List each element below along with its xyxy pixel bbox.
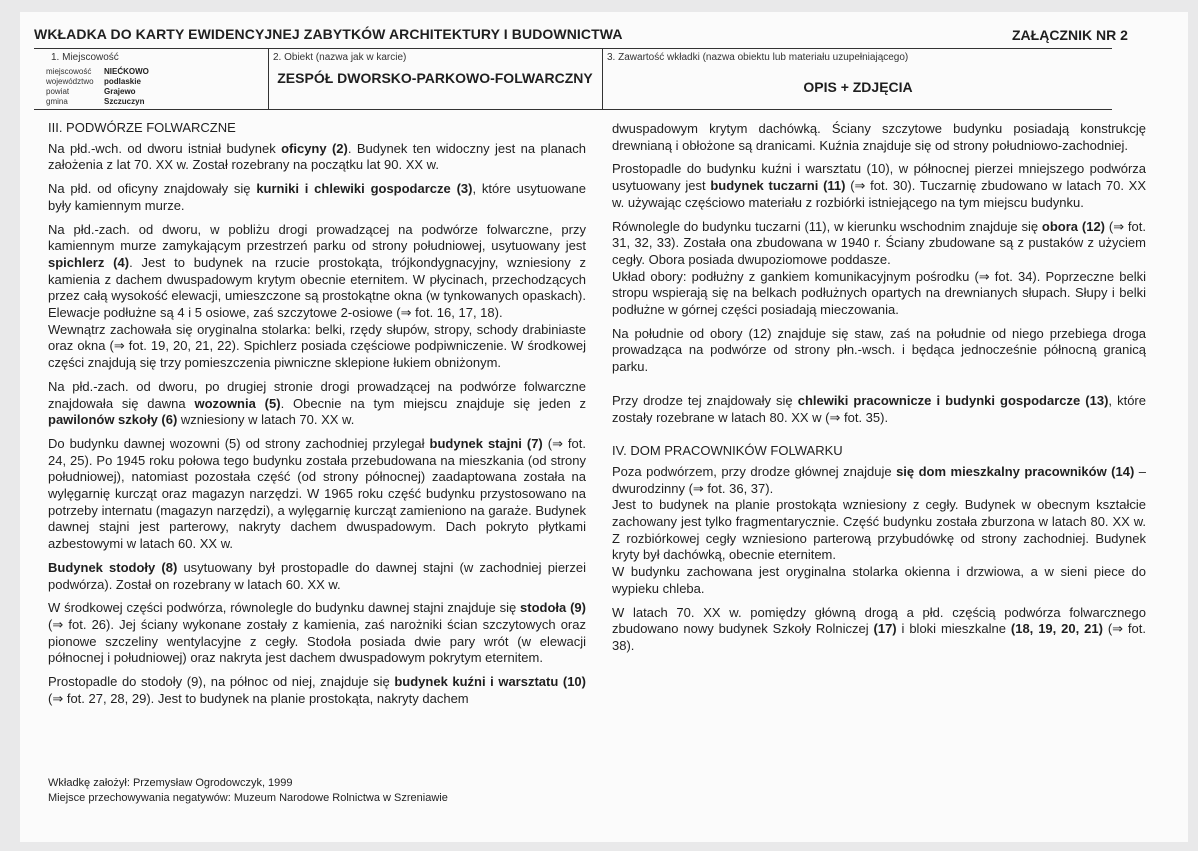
author-line: Wkładkę założył: Przemysław Ogrodowczyk, 1999 (48, 777, 293, 789)
paragraph: Na płd.-zach. od dworu, po drugiej stronie drogi prowadzącej na podwórze folwarczne znajdowała się dawna wozownia (5). Obecnie na tym miejscu znajduje się jeden z pawilonów szkoły (6) wzniesiony w latach 70. XX w. (48, 378, 587, 428)
section-heading: III. PODWÓRZE FOLWARCZNE (48, 120, 236, 135)
paragraph: Jest to budynek na planie prostokąta wzniesiony z cegły. Budynek w obecnym kształcie zachowany jest tylko fragmentarycznie. Część budynku została zburzona w latach 80. XX w. Z rozbiórkowej cegły wzniesiono parterową przybudówkę od strony zachodniej. Budynek kryty był dachówką, obecnie eternitem. (612, 497, 1146, 563)
content-name: OPIS + ZDJĘCIA (803, 79, 913, 95)
object-label: 2. Obiekt (nazwa jak w karcie) (273, 52, 407, 63)
annex-number: ZAŁĄCZNIK NR 2 (1012, 27, 1128, 43)
right-column (612, 121, 1146, 662)
paragraph: dwuspadowym krytym dachówką. Ściany szczytowe budynku posiadają konstrukcję drewnianą i obłożone są dranicami. Kuźnia znajduje się od strony południowo-zachodniej. (612, 121, 1146, 153)
location-row: powiat Grajewo (46, 87, 136, 96)
object-cell (268, 49, 601, 109)
location-row: gmina Szczuczyn (46, 97, 145, 106)
storage-line: Miejsce przechowywania negatywów: Muzeum Narodowe Rolnictwa w Szreniawie (48, 792, 448, 804)
locality-cell (34, 49, 266, 109)
paragraph: Na południe od obory (12) znajduje się staw, zaś na południe od niego przebiega droga prowadząca na podwórze od strony płn.-wsch. i będąca jednocześnie północną granicą parku. (612, 325, 1146, 375)
location-row: województwo podlaskie (46, 77, 141, 86)
paragraph: Układ obory: podłużny z gankiem komunikacyjnym pośrodku (⇒ fot. 34). Poprzeczne belki stropu wspierają się na belkach podłużnych opartych na drewnianych słupach. Słupy i belki podłużne w górnej części posiadają mieczowania. (612, 268, 1146, 318)
location-details (46, 67, 149, 107)
object-name: ZESPÓŁ DWORSKO-PARKOWO-FOLWARCZNY (277, 70, 593, 86)
paragraph: Poza podwórzem, przy drodze głównej znajduje się dom mieszkalny pracowników (14) – dwurodzinny (⇒ fot. 36, 37). (612, 463, 1146, 496)
paragraph: W środkowej części podwórza, równolegle do budynku dawnej stajni znajduje się stodoła (9) (⇒ fot. 26). Jej ściany wykonane zostały z kamienia, zaś narożniki ścian szczytowych oraz pionowe szczeliny wentylacyjne z cegły. Stodoła posiada dwie pary wrót (w elewacji północnej i południowej) oraz nakryta jest dachem dwuspadowym pokrytym eternitem. (48, 600, 586, 666)
paragraph: W latach 70. XX w. pomiędzy główną drogą a płd. częścią podwórza folwarcznego zbudowano nowy budynek Szkoły Rolniczej (17) i bloki mieszkalne (18, 19, 20, 21) (⇒ fot. 38). (612, 604, 1147, 653)
locality-label: 1. Miejscowość (51, 52, 119, 63)
paragraph: Wewnątrz zachowała się oryginalna stolarka: belki, rzędy słupów, stropy, schody drabiniaste oraz okna (⇒ fot. 19, 20, 21, 22). Spichlerz posiada częściowe podpiwniczenie. W środkowej części znajdują się trzy pomieszczenia piwniczne sklepione łukiem obniżonym. (48, 321, 586, 371)
location-row: miejscowość NIEĆKOWO (46, 67, 149, 76)
content-cell (602, 49, 1113, 109)
paragraph: Prostopadle do budynku kuźni i warsztatu (10), w północnej pierzei mniejszego podwórza usytuowany jest budynek tuczarni (11) (⇒ fot. 30). Tuczarnię zbudowano w latach 70. XX w. używając częściowo materiału z rozbiórki istniejącego na tym miejscu budynku. (612, 161, 1146, 210)
paragraph: Prostopadle do stodoły (9), na północ od niej, znajduje się budynek kuźni i warsztatu (10) (⇒ fot. 27, 28, 29). Jest to budynek na planie prostokąta, nakryty dachem (48, 674, 586, 706)
section-heading: IV. DOM PRACOWNIKÓW FOLWARKU (612, 443, 843, 459)
paragraph: Na płd. od oficyny znajdowały się kurniki i chlewiki gospodarcze (3), które usytuowane były kamiennym murze. (48, 181, 586, 213)
paragraph: Równolegle do budynku tuczarni (11), w kierunku wschodnim znajduje się obora (12) (⇒ fot. 31, 32, 33). Została ona zbudowana w 1940 r. Ściany zbudowane są z pustaków z użyciem cegły. Obora posiada dwupoziomowe poddasze. (612, 218, 1147, 267)
paragraph: Przy drodze tej znajdowały się chlewiki pracownicze i budynki gospodarcze (13), które zostały rozebrane w latach 80. XX w (⇒ fot. 35). (612, 392, 1146, 425)
header-table (34, 48, 1112, 110)
document-title: WKŁADKA DO KARTY EWIDENCYJNEJ ZABYTKÓW ARCHITEKTURY I BUDOWNICTWA (34, 26, 623, 42)
paragraph: Do budynku dawnej wozowni (5) od strony zachodniej przylegał budynek stajni (7) (⇒ fot. 24, 25). Po 1945 roku połowa tego budynku została przebudowana na mieszkania (od strony południowej), natomiast pozostała część (od strony północnej) zaadaptowana została na wylęgarnię kurcząt oraz magazyn narzędzi. W 1965 roku część budynku przystosowano na potrzeby internatu (magazyn narzędzi), a wylęgarnię kurcząt zamieniono na garaże. Budynek dawnej stajni jest parterowy, nakryty dachem dwuspadowym. Dach pokryto płytkami azbestowymi w latach 60. XX w. (48, 435, 586, 552)
content-label: 3. Zawartość wkładki (nazwa obiektu lub materiału uzupełniającego) (607, 52, 909, 63)
paragraph: Na płd.-wch. od dworu istniał budynek oficyny (2). Budynek ten widoczny jest na planach założenia z lat 70. XX w. Został rozebrany na początku lat 90. XX w. (48, 140, 586, 173)
footer (48, 776, 448, 806)
paragraph: W budynku zachowana jest oryginalna stolarka okienna i drzwiowa, a w sieni piece do wypieku chleba. (612, 564, 1146, 596)
left-column (48, 120, 586, 715)
paragraph: Budynek stodoły (8) usytuowany był prostopadle do dawnej stajni (w zachodniej pierzei podwórza). Został on rozebrany w latach 60. XX w. (48, 559, 586, 592)
paragraph: Na płd.-zach. od dworu, w pobliżu drogi prowadzącej na podwórze folwarczne, przy kamiennym murze zamykającym przestrzeń parku od strony południowej, usytuowany jest spichlerz (4). Jest to budynek na rzucie prostokąta, trójkondygnacyjny, wzniesiony z kamienia z dachem dwuspadowym krytym obecnie eternitem. W płycinach, przechodzących przez całą wysokość elewacji, umieszczone są prostokątne okna (w tynkowanych opaskach). Elewacje podłużne są 4 i 5 osiowe, zaś szczytowe 2-osiowe (⇒ fot. 16, 17, 18). (48, 221, 586, 321)
